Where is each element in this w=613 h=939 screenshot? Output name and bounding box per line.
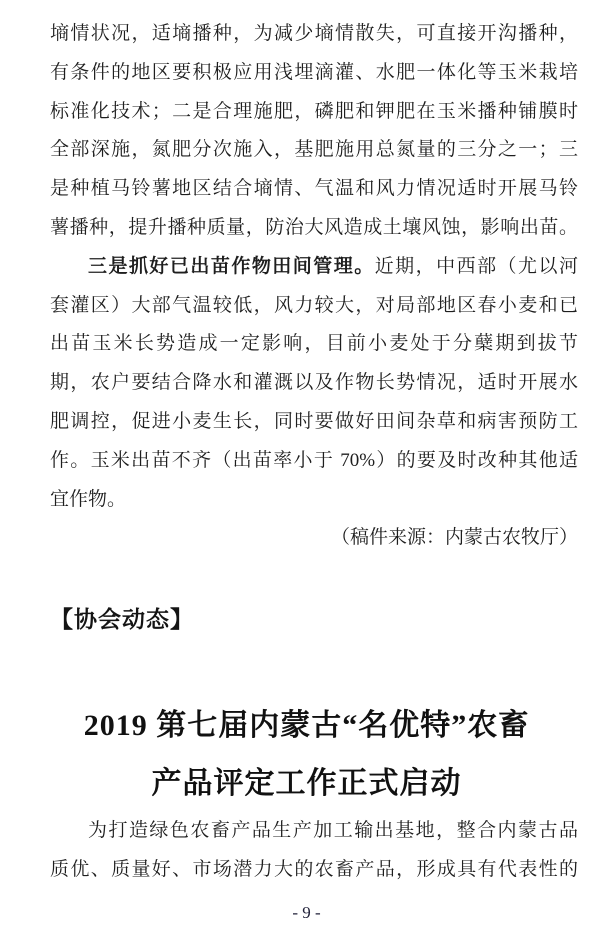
body-line: 有条件的地区要积极应用浅埋滴灌、水肥一体化等玉米栽培 [50, 61, 578, 83]
body-line: 肥调控，促进小麦生长，同时要做好田间杂草和病害预防工 [50, 410, 578, 432]
body-line-with-bold-lead [50, 248, 578, 287]
section-header: 【协会动态】 [50, 606, 194, 632]
body-text-column [50, 15, 578, 558]
body-line: 作。玉米出苗不齐（出苗率小于 70%）的要及时改种其他适 [50, 449, 578, 471]
bold-lead-text: 三是抓好已出苗作物田间管理。 [88, 255, 375, 277]
body-line: 质优、质量好、市场潜力大的农畜产品，形成具有代表性的 [50, 858, 578, 880]
source-attribution: （稿件来源：内蒙古农牧厅） [330, 527, 578, 549]
body-line: 墒情状况，适墒播种，为减少墒情散失，可直接开沟播种， [50, 23, 578, 44]
article-title-line1: 2019 第七届内蒙古“名优特”农畜 [83, 709, 530, 742]
body-line-rest: 近期，中西部（尤以河 [374, 255, 578, 277]
body-line: 薯播种，提升播种质量，防治大风造成土壤风蚀，影响出苗。 [50, 216, 578, 238]
body-line: 套灌区）大部气温较低，风力较大，对局部地区春小麦和已 [50, 294, 578, 316]
article-title-line2: 产品评定工作正式启动 [151, 767, 462, 800]
page-number: - 9 - [292, 903, 321, 922]
body-line: 标准化技术；二是合理施肥，磷肥和钾肥在玉米播种铺膜时 [50, 100, 578, 122]
article2-paragraph [50, 812, 578, 890]
article-title [0, 697, 613, 813]
body-line-last: 宜作物。 [50, 488, 127, 510]
body-line: 为打造绿色农畜产品生产加工输出基地，整合内蒙古品 [88, 820, 578, 841]
body-line: 出苗玉米长势造成一定影响，目前小麦处于分蘖期到拔节 [50, 333, 578, 355]
body-line: 是种植马铃薯地区结合墒情、气温和风力情况适时开展马铃 [50, 178, 578, 200]
body-line: 期，农户要结合降水和灌溉以及作物长势情况，适时开展水 [50, 372, 578, 394]
body-line: 全部深施，氮肥分次施入，基肥施用总氮量的三分之一；三 [50, 139, 578, 161]
